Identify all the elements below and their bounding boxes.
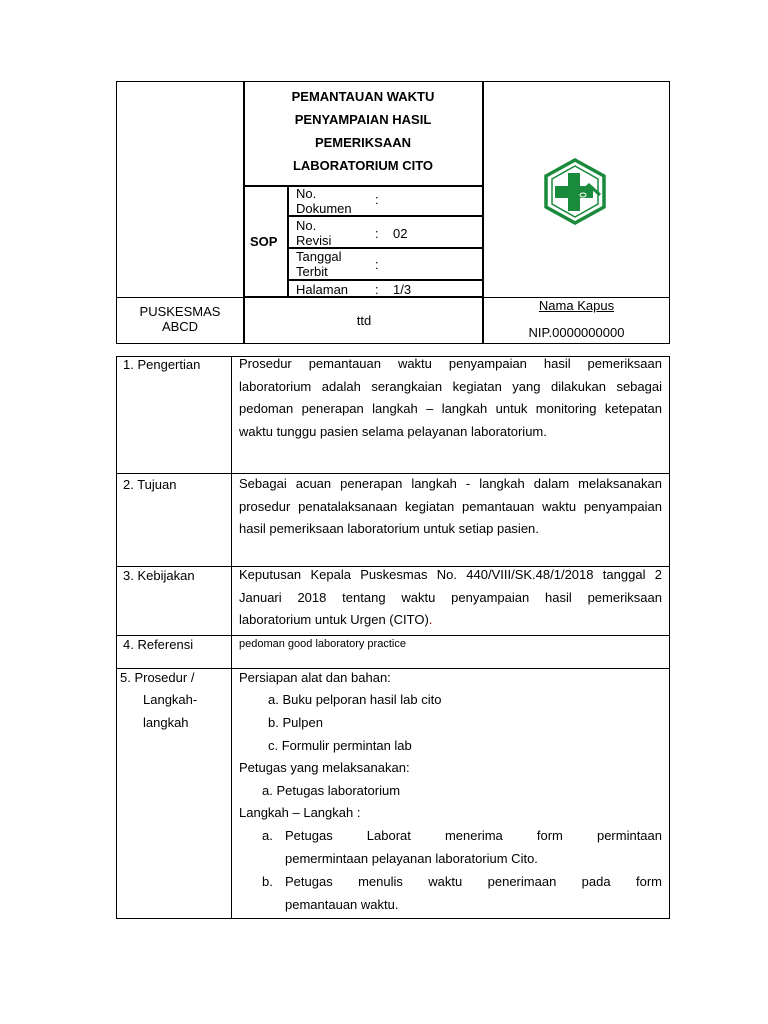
section-text-tujuan: Sebagai acuan penerapan langkah - langkah dalam melaksanakan prosedur penatalaksanaan kegiatan pemantauan waktu penyampaian hasil pemeriksaan laboratorium untuk setiap pasien. [239, 476, 662, 537]
section-label-pengertian: 1. Pengertian [123, 357, 201, 372]
section-label-prosedur: 5. Prosedur / [120, 670, 195, 685]
section-label-prosedur-2: Langkah- [143, 692, 198, 707]
section-text-referensi: pedoman good laboratory practice [239, 638, 406, 650]
org-line-2: ABCD [161, 319, 199, 334]
meta-colon: : [375, 226, 379, 241]
meta-label: No. [296, 186, 317, 201]
title-line-1: PEMANTAUAN WAKTU [291, 89, 435, 104]
meta-label: Halaman [296, 282, 349, 297]
puskesmas-logo-icon [543, 157, 607, 225]
meta-label: Revisi [296, 233, 332, 248]
document-title [244, 85, 482, 177]
langkah-a-line1: Petugas Laborat menerima form permintaan [285, 828, 662, 843]
meta-label: Dokumen [296, 201, 352, 216]
langkah-a-line2: pemermintaan pelayanan laboratorium Cito. [285, 851, 538, 866]
meta-colon: : [375, 282, 379, 297]
section-label-tujuan: 2. Tujuan [123, 477, 177, 492]
list-item: b. Pulpen [268, 715, 323, 730]
petugas-heading: Petugas yang melaksanakan: [239, 760, 410, 775]
meta-label: Tanggal [296, 249, 342, 264]
kebijakan-trailing: . [428, 612, 433, 628]
langkah-b-line2: pemantauan waktu. [285, 897, 399, 912]
meta-label: No. [296, 218, 317, 233]
meta-label: Terbit [296, 264, 328, 279]
meta-colon: : [375, 257, 379, 272]
langkah-a-marker: a. [262, 828, 273, 843]
meta-colon: : [375, 192, 379, 207]
meta-value: 1/3 [393, 282, 412, 297]
sop-label: SOP [250, 234, 278, 249]
section-label-prosedur-3: langkah [143, 715, 189, 730]
ttd-signature: ttd [356, 313, 372, 328]
kebijakan-text: Keputusan Kepala Puskesmas No. 440/VIII/SK.48/1/2018 tanggal 2 Januari 2018 tentang waktu penyampaian hasil pemeriksaan laboratorium untuk Urgen (CITO) [239, 567, 662, 628]
org-name [117, 304, 243, 334]
section-text-pengertian: Prosedur pemantauan waktu penyampaian hasil pemeriksaan laboratorium adalah serangkaian kegiatan yang dilakukan sebagai pedoman penerapan langkah – langkah untuk monitoring ketepatan waktu tunggu pasien selama pelayanan laboratorium. [239, 356, 662, 440]
persiapan-heading: Persiapan alat dan bahan: [239, 670, 391, 685]
section-label-kebijakan: 3. Kebijakan [123, 568, 195, 583]
langkah-heading: Langkah – Langkah : [239, 805, 361, 820]
title-line-4: LABORATORIUM CITO [292, 158, 434, 173]
langkah-b-line1: Petugas menulis waktu penerimaan pada form [285, 874, 662, 889]
langkah-b-marker: b. [262, 874, 273, 889]
list-item: a. Buku pelporan hasil lab cito [268, 692, 442, 707]
section-label-referensi: 4. Referensi [123, 637, 194, 652]
org-line-1: PUSKESMAS [139, 304, 221, 319]
meta-value: 02 [393, 226, 408, 241]
section-text-kebijakan [239, 564, 662, 632]
list-item: a. Petugas laboratorium [262, 783, 401, 798]
title-line-2: PENYAMPAIAN HASIL [294, 112, 432, 127]
kapus-name: Nama Kapus [538, 298, 615, 313]
list-item: c. Formulir permintan lab [268, 738, 412, 753]
kapus-nip: NIP.0000000000 [528, 325, 625, 340]
title-line-3: PEMERIKSAAN [314, 135, 412, 150]
